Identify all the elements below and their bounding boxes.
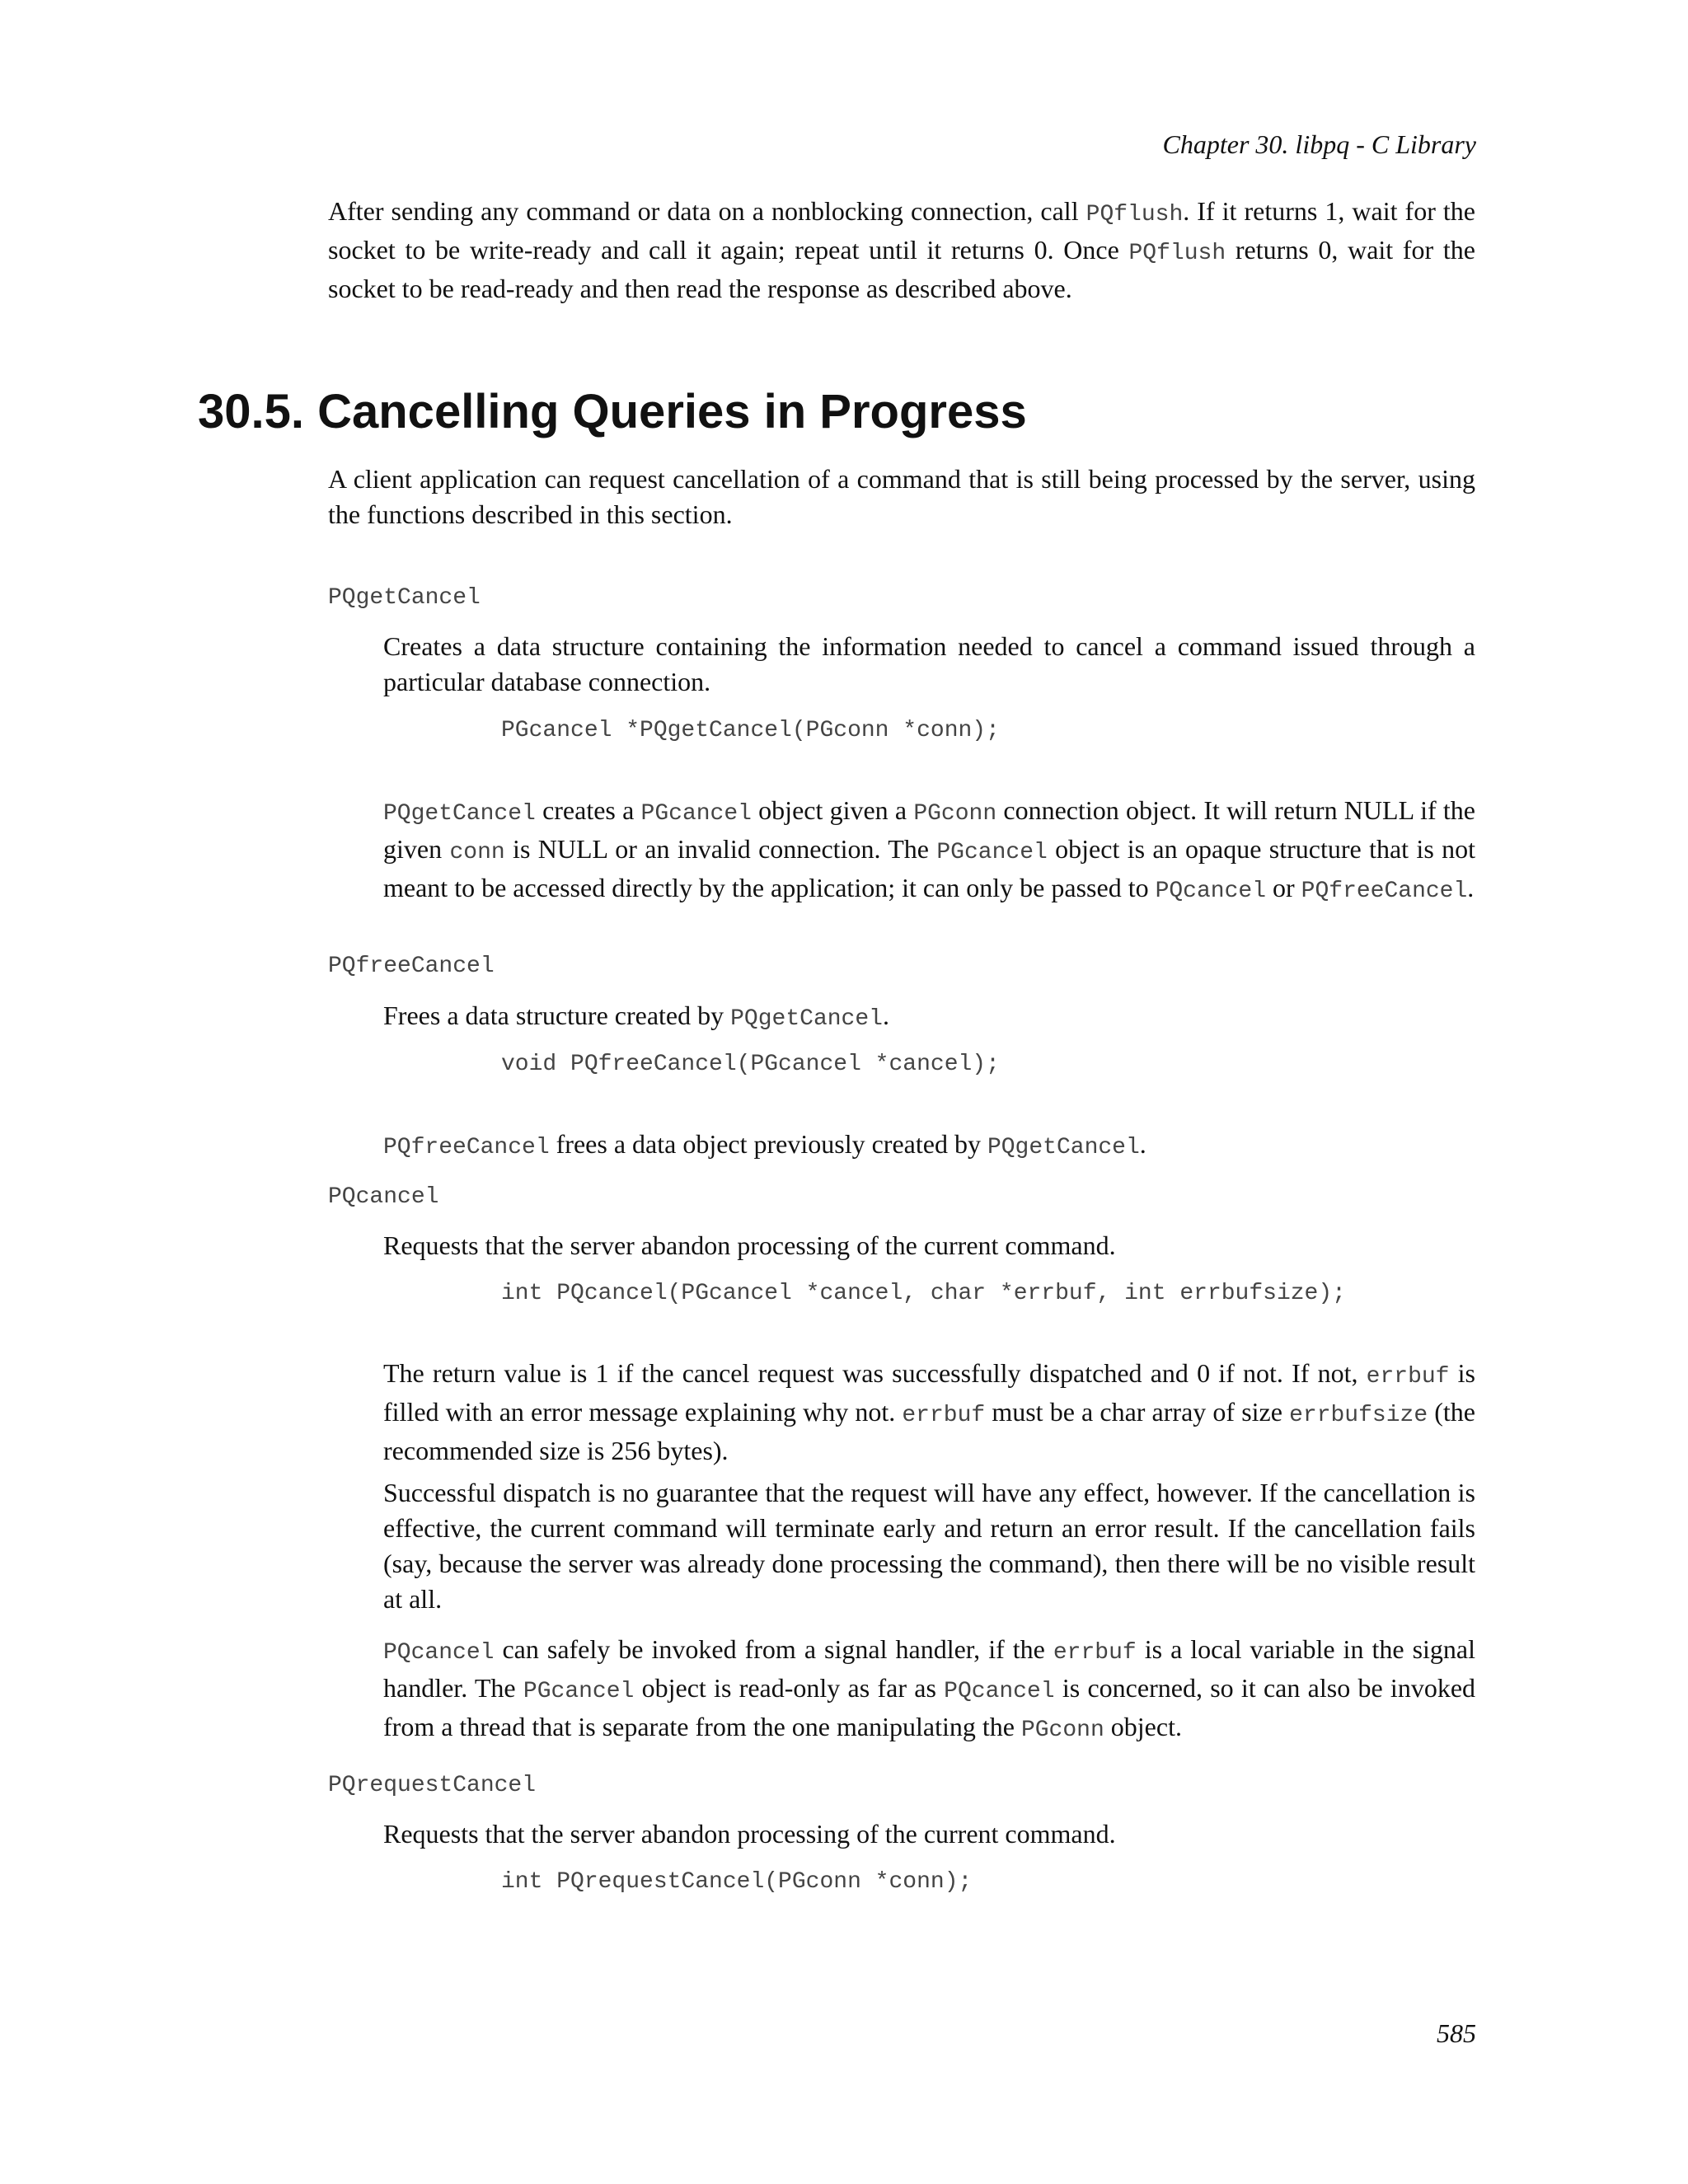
- section-intro: A client application can request cancellation of a command that is still being processed by the server, using the functions described in this section.: [328, 464, 1475, 529]
- intro-paragraph: After sending any command or data on a nonblocking connection, call PQflush. If it returns 1, wait for the socket to be write-ready and call it again; repeat until it returns 0. Once PQflush returns 0, wait for the socket to be read-ready and then read the response as described above.: [328, 196, 1476, 303]
- pqcancel-return-value: The return value is 1 if the cancel request was successfully dispatched and 0 if not. If not, errbuf is filled with an error message explaining why not. errbuf must be a char array of size errbufsize (the recommended size is 256 bytes).: [383, 1358, 1476, 1465]
- pqfreecancel-details: PQfreeCancel frees a data object previously created by PQgetCancel.: [383, 1129, 1146, 1160]
- pqcancel-synopsis: int PQcancel(PGcancel *cancel, char *errbuf, int errbufsize);: [501, 1281, 1346, 1306]
- pqfreecancel-description: Frees a data structure created by PQgetCancel.: [383, 1001, 889, 1032]
- pqcancel-dispatch-note: Successful dispatch is no guarantee that the request will have any effect, however. If the cancellation is effective, the current command will terminate early and return an error result. If the cancellation fails (say, because the server was already done processing the command), then there will be no visible result at all.: [383, 1478, 1475, 1614]
- pqgetcancel-synopsis: PGcancel *PQgetCancel(PGconn *conn);: [501, 718, 1000, 743]
- pqcancel-description: Requests that the server abandon processing of the current command.: [383, 1230, 1116, 1260]
- term-pqcancel: PQcancel: [328, 1184, 439, 1210]
- term-pqfreecancel: PQfreeCancel: [328, 954, 495, 979]
- pqgetcancel-details: PQgetCancel creates a PGcancel object given a PGconn connection object. It will return NULL if the given conn is NULL or an invalid connection. The PGcancel object is an opaque structure that is not meant to be accessed directly by the application; it can only be passed to PQcancel or PQfreeCancel.: [383, 795, 1476, 904]
- pqrequestcancel-description: Requests that the server abandon processing of the current command.: [383, 1819, 1116, 1849]
- pqgetcancel-description: Creates a data structure containing the information needed to cancel a command issued through a particular database connection.: [383, 631, 1475, 696]
- pqrequestcancel-synopsis: int PQrequestCancel(PGconn *conn);: [501, 1869, 973, 1895]
- pqcancel-signal-note: PQcancel can safely be invoked from a signal handler, if the errbuf is a local variable in the signal handler. The PGcancel object is read-only as far as PQcancel is concerned, so it can also be invoked from a thread that is separate from the one manipulating the PGconn object.: [383, 1634, 1476, 1743]
- page-number: 585: [1437, 2018, 1476, 2048]
- pqfreecancel-synopsis: void PQfreeCancel(PGcancel *cancel);: [501, 1052, 1000, 1077]
- code-pqflush: PQflush: [1085, 202, 1184, 227]
- term-pqgetcancel: PQgetCancel: [328, 585, 481, 611]
- section-title: 30.5. Cancelling Queries in Progress: [198, 385, 1027, 438]
- running-header: Chapter 30. libpq - C Library: [1162, 129, 1476, 159]
- code-pqflush: PQflush: [1128, 241, 1226, 266]
- term-pqrequestcancel: PQrequestCancel: [328, 1773, 537, 1798]
